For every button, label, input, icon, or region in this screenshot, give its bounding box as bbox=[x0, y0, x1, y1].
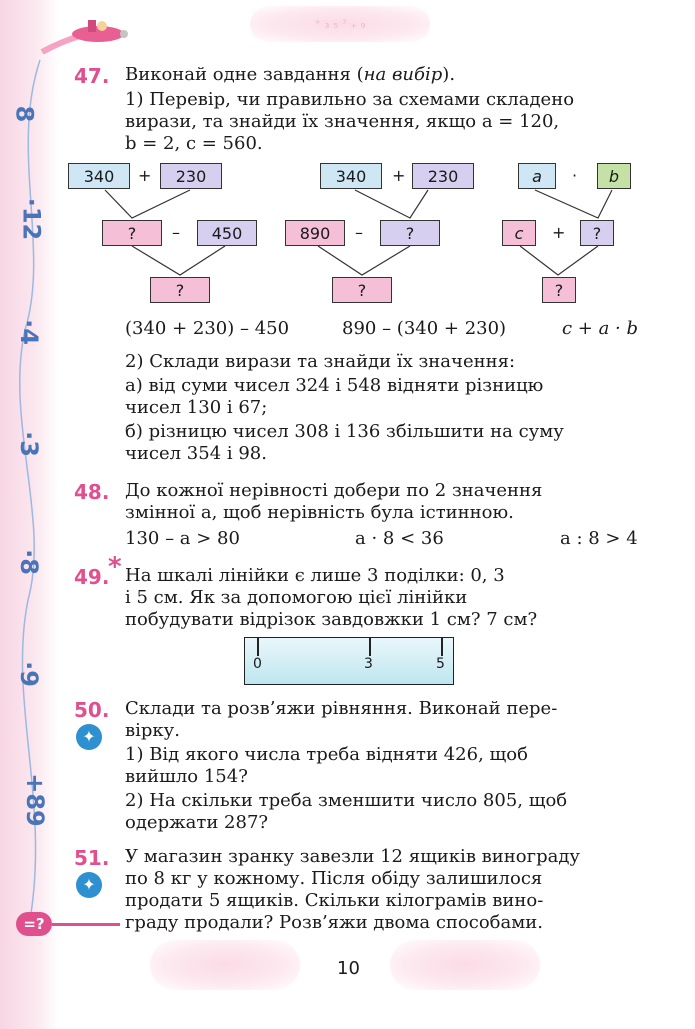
exercise-51-number: 51. bbox=[74, 846, 110, 870]
puzzle-icon: ✦ bbox=[76, 724, 102, 750]
scheme3-box: a bbox=[518, 163, 556, 189]
exercise-47-number: 47. bbox=[74, 64, 110, 88]
ruler-tick bbox=[369, 638, 371, 656]
scheme2-box: ? bbox=[332, 277, 392, 303]
ex50-line: вірку. bbox=[125, 720, 180, 741]
ex51-line: граду продали? Розв’яжи двома способами. bbox=[125, 912, 543, 933]
ex50-line: Склади та розв’яжи рівняння. Виконай пере- bbox=[125, 698, 558, 719]
side-number: 8 bbox=[10, 105, 39, 123]
page-number: 10 bbox=[337, 958, 360, 979]
equation-badge: =? bbox=[16, 912, 52, 936]
scheme3-box: c bbox=[502, 220, 536, 246]
scheme1-op: + bbox=[138, 166, 152, 185]
ex50-line: 1) Від якого числа треба відняти 426, щоб bbox=[125, 744, 528, 765]
scheme2-op: + bbox=[392, 166, 406, 185]
exercise-50-number: 50. bbox=[74, 698, 110, 722]
scheme2-box: 340 bbox=[320, 163, 382, 189]
inequality-3: a : 8 > 4 bbox=[560, 528, 638, 549]
puzzle-icon: ✦ bbox=[76, 872, 102, 898]
top-cloud-decoration: ⁺ ₃ ₅ ⁷ ₊ ₉ bbox=[250, 6, 430, 42]
ruler-label: 3 bbox=[364, 656, 373, 672]
ruler-tick bbox=[257, 638, 259, 656]
ex51-line: У магазин зранку завезли 12 ящиків винограду bbox=[125, 846, 580, 867]
scheme3-op: + bbox=[552, 223, 566, 242]
ex50-line: 2) На скільки треба зменшити число 805, щоб bbox=[125, 790, 568, 811]
ex47-part2: 2) Склади вирази та знайди їх значення: bbox=[125, 351, 516, 372]
side-number: ·4 bbox=[14, 319, 43, 345]
ex47-line: вирази, та знайди їх значення, якщо a = 120, bbox=[125, 111, 560, 132]
scheme2-box: 890 bbox=[285, 220, 345, 246]
expression-1: (340 + 230) – 450 bbox=[125, 318, 290, 339]
ex47-line: 1) Перевір, чи правильно за схемами складено bbox=[125, 89, 575, 110]
ex50-line: одержати 287? bbox=[125, 812, 269, 833]
scheme3-box: ? bbox=[542, 277, 576, 303]
star-icon: * bbox=[108, 552, 122, 582]
exercise-49-number: 49. bbox=[74, 565, 110, 589]
ex48-line: змінної a, щоб нерівність була істинною. bbox=[125, 502, 514, 523]
bottom-cloud-right bbox=[390, 940, 540, 990]
ex47-part2: б) різницю чисел 308 і 136 збільшити на суму bbox=[125, 421, 564, 442]
inequality-2: a · 8 < 36 bbox=[355, 528, 444, 549]
ex49-line: і 5 см. Як за допомогою цієї лінійки bbox=[125, 587, 468, 608]
ex51-line: продати 5 ящиків. Скільки кілограмів вино- bbox=[125, 890, 544, 911]
scheme1-box: 230 bbox=[160, 163, 222, 189]
scheme2-box: ? bbox=[380, 220, 440, 246]
scheme2-box: 230 bbox=[412, 163, 474, 189]
ruler bbox=[244, 637, 454, 685]
side-number: ·3 bbox=[14, 431, 43, 457]
side-number: ·8 bbox=[14, 549, 43, 575]
ex49-line: побудувати відрізок завдовжки 1 см? 7 см? bbox=[125, 609, 538, 630]
ex48-line: До кожної нерівності добери по 2 значення bbox=[125, 480, 543, 501]
scheme3-box: b bbox=[597, 163, 631, 189]
scheme1-box: 340 bbox=[68, 163, 130, 189]
badge-line bbox=[52, 923, 120, 926]
exercise-48-number: 48. bbox=[74, 480, 110, 504]
ex51-line: по 8 кг у кожному. Після обіду залишилося bbox=[125, 868, 543, 889]
scheme1-box: 450 bbox=[197, 220, 257, 246]
side-number: ·9 bbox=[14, 661, 43, 687]
scheme2-op: – bbox=[355, 223, 363, 242]
scheme3-op: · bbox=[572, 166, 578, 185]
inequality-1: 130 – a > 80 bbox=[125, 528, 240, 549]
scheme1-op: – bbox=[172, 223, 180, 242]
ex47-part2: чисел 130 і 67; bbox=[125, 397, 268, 418]
ex49-line: На шкалі лінійки є лише 3 поділки: 0, 3 bbox=[125, 565, 505, 586]
ex47-part2: чисел 354 і 98. bbox=[125, 443, 267, 464]
ex50-line: вийшло 154? bbox=[125, 766, 248, 787]
ex47-line: b = 2, c = 560. bbox=[125, 133, 263, 154]
ex47-intro: Виконай одне завдання (на вибір). bbox=[125, 64, 456, 85]
scheme-connectors bbox=[0, 0, 695, 310]
scheme1-box: ? bbox=[150, 277, 210, 303]
bottom-cloud-left bbox=[150, 940, 300, 990]
ruler-label: 0 bbox=[253, 656, 262, 672]
ruler-tick bbox=[441, 638, 443, 656]
side-number: +89 bbox=[20, 773, 49, 827]
scheme3-box: ? bbox=[580, 220, 614, 246]
expression-2: 890 – (340 + 230) bbox=[342, 318, 507, 339]
ex47-part2: а) від суми чисел 324 і 548 відняти різницю bbox=[125, 375, 544, 396]
scheme1-box: ? bbox=[102, 220, 162, 246]
expression-3: c + a · b bbox=[562, 318, 639, 339]
ruler-label: 5 bbox=[436, 656, 445, 672]
side-number: ·12 bbox=[17, 197, 46, 241]
